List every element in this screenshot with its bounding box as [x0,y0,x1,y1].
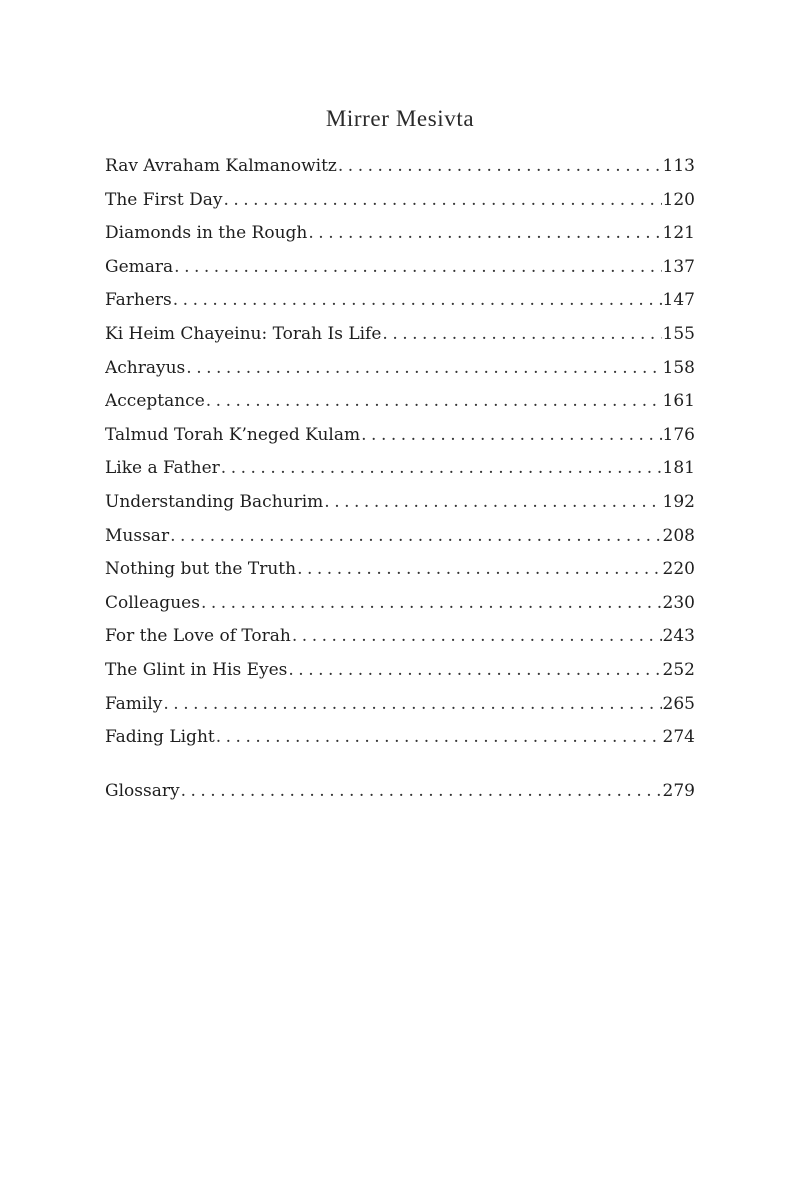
toc-entry-title: Gemara [105,256,174,277]
toc-entry [105,688,695,722]
toc-entry-page: 113 [662,156,695,176]
toc-entry-page: 120 [662,189,695,210]
toc-entry-page: 176 [662,424,695,445]
dot-leader [186,352,661,386]
toc-entry-page: 161 [662,391,695,412]
table-of-contents [105,150,695,808]
dot-leader [163,688,661,722]
toc-entry-title: The First Day [105,189,223,210]
toc-entry-page: 265 [662,693,695,714]
dot-leader [361,419,661,453]
dot-leader [223,184,661,218]
toc-entry-page: 158 [662,357,695,378]
dot-leader [297,553,661,587]
toc-entry-title: Acceptance [105,391,205,412]
toc-entry-page: 155 [662,323,695,344]
dot-leader [201,587,662,621]
toc-entry-title: Farhers [105,290,172,311]
toc-entry-page: 230 [662,592,695,613]
dot-leader [174,251,661,285]
toc-entry-page: 243 [662,626,695,647]
dot-leader [292,620,662,654]
toc-entry-title: Nothing but the Truth [105,559,297,580]
toc-entry [105,251,695,285]
toc-entry-title: Like a Father [105,458,220,479]
toc-entry-page: 279 [662,780,695,801]
section-title: Mirrer Mesivta [325,106,475,131]
toc-entry [105,654,695,688]
toc-entry-title: For the Love of Torah [105,626,291,647]
toc-entry-title: Talmud Torah K’neged Kulam [105,424,361,445]
dot-leader [206,385,662,419]
toc-entry [105,385,695,419]
dot-leader [173,284,662,318]
toc-entry-page: 121 [662,223,695,244]
toc-entry-title: Colleagues [105,592,200,613]
toc-entry-title: Family [105,693,163,714]
dot-leader [288,654,661,688]
toc-entry [105,587,695,621]
dot-leader [308,217,661,251]
toc-entry-page: 220 [662,559,695,580]
toc-entry-glossary [105,775,695,809]
toc-entry-title: Glossary [105,780,180,801]
toc-entry [105,284,695,318]
toc-entry-title: Achrayus [105,357,186,378]
toc-entry-title: Understanding Bachurim [105,491,324,512]
toc-entry [105,419,695,453]
toc-entry-title: Diamonds in the Rough [105,223,308,244]
toc-entry-title: Fading Light [105,727,215,748]
toc-entry [105,520,695,554]
toc-entry-title: Rav Avraham Kalmanowitz [105,156,337,176]
toc-entry-page: 208 [662,525,695,546]
dot-leader [181,775,662,809]
toc-entry-title: Mussar [105,525,170,546]
toc-entry [105,620,695,654]
toc-entry [105,721,695,755]
toc-entry [105,486,695,520]
dot-leader [382,318,661,352]
toc-entry [105,150,695,184]
dot-leader [170,520,661,554]
toc-entry [105,184,695,218]
dot-leader [216,721,662,755]
dot-leader [221,452,662,486]
toc-entry-page: 137 [662,256,695,277]
toc-entry [105,352,695,386]
toc-entry [105,452,695,486]
toc-entry [105,217,695,251]
toc-entry-title: Ki Heim Chayeinu: Torah Is Life [105,323,382,344]
toc-entry-page: 252 [662,659,695,680]
toc-entry [105,553,695,587]
toc-entry-page: 147 [662,290,695,311]
toc-entry-page: 181 [662,458,695,479]
dot-leader [324,486,661,520]
dot-leader [338,150,662,184]
toc-entry-page: 192 [662,491,695,512]
toc-entry [105,318,695,352]
toc-entry-page: 274 [662,727,695,748]
toc-entry-title: The Glint in His Eyes [105,659,288,680]
